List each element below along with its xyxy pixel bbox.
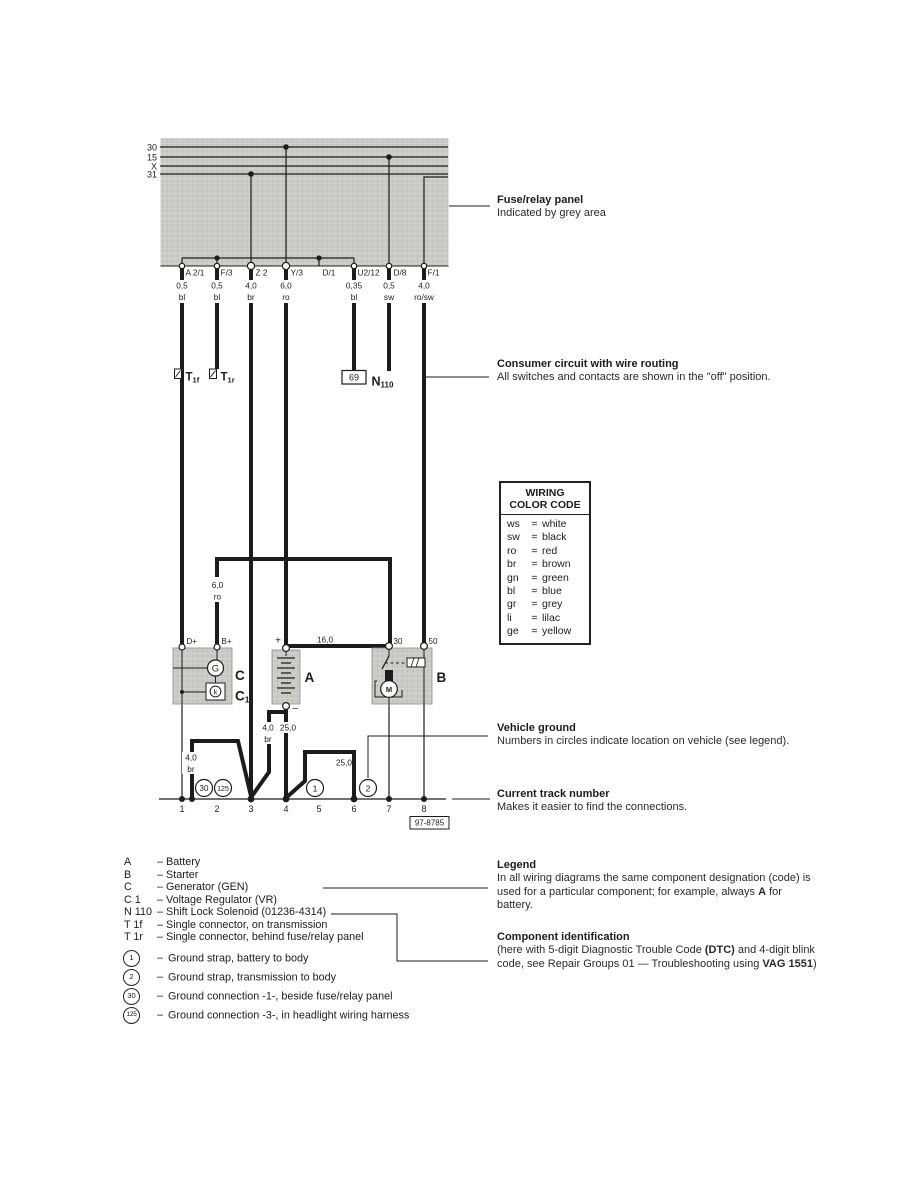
track-number-2: 2	[214, 804, 220, 814]
component-label-c: C	[235, 668, 245, 683]
color-name: brown	[542, 558, 571, 571]
t1r-label: T	[220, 371, 228, 384]
wire-color: bl	[350, 292, 358, 302]
ground-circle-125: 125	[217, 786, 229, 793]
color-name: blue	[542, 585, 562, 598]
svg-text:T1f	[186, 372, 200, 385]
legend-code: N 110	[124, 906, 153, 918]
callout-legend-note-title: Legend	[497, 859, 537, 871]
track-number-3: 3	[248, 804, 254, 814]
callout-track-number-body: Makes it easier to find the connections.	[497, 801, 688, 813]
callout-consumer-title: Consumer circuit with wire routing	[497, 358, 679, 370]
legend-note-text: In all wiring diagrams the same component designation (code) is used for a particular component; for example, always	[497, 872, 811, 898]
legend-row-c	[124, 881, 248, 893]
color-name: green	[542, 571, 569, 584]
legend-dash: –	[157, 1009, 164, 1022]
legend-code: T 1r	[124, 931, 143, 943]
color-abbr: li	[507, 611, 512, 624]
legend-row-ground-1	[123, 950, 308, 967]
regulator-symbol-label: k	[213, 687, 218, 697]
wire-gauge: 0,5	[383, 280, 395, 291]
ground-circle-symbol: 1	[123, 950, 140, 967]
ground-circle-2: 2	[365, 783, 371, 794]
connector-69-label: 69	[348, 372, 360, 383]
wire-color: sw	[383, 292, 395, 302]
connector-69	[342, 371, 366, 385]
strap1-color: br	[187, 764, 195, 774]
color-abbr: br	[507, 558, 517, 571]
legend-note-text: for battery.	[497, 885, 782, 911]
track-number-6: 6	[351, 804, 357, 814]
callout-consumer-circuit	[497, 358, 827, 385]
equals-sign: =	[531, 585, 538, 598]
legend-dash: –	[157, 918, 164, 931]
color-abbr: sw	[507, 531, 520, 544]
legend-desc: Battery	[166, 856, 201, 868]
t1f-sub: 1f	[192, 375, 200, 385]
legend-row-ground-2	[123, 969, 336, 986]
color-code-title-line1: WIRING	[525, 487, 565, 499]
terminal-label: Y/3	[290, 267, 303, 278]
legend-row-b	[124, 869, 198, 881]
callout-component-id-title: Component identification	[497, 931, 630, 943]
terminal-bplus-label: B+	[221, 637, 232, 646]
component-label-c1: C	[235, 688, 245, 704]
color-name: lilac	[542, 611, 561, 624]
legend-row-a	[124, 856, 200, 868]
terminal-50-label: 50	[428, 637, 438, 646]
equals-sign: =	[531, 558, 538, 571]
t1f-label: T	[185, 371, 193, 384]
legend-desc: Shift Lock Solenoid (01236-4314)	[166, 906, 327, 918]
color-name: grey	[542, 598, 563, 611]
bus-label-x: X	[150, 161, 157, 172]
color-code-row	[501, 598, 589, 611]
wire-color: bl	[178, 292, 186, 302]
track-number-5: 5	[316, 804, 322, 814]
component-id-text: )	[812, 957, 817, 970]
legend-code: C	[124, 881, 132, 893]
legend-row-ground-125	[123, 1007, 409, 1024]
color-code-row	[501, 612, 589, 625]
wire-color: ro	[282, 292, 290, 302]
color-abbr: bl	[507, 585, 516, 598]
callout-fuse-panel-title: Fuse/relay panel	[497, 194, 584, 206]
connector-t1f	[175, 369, 200, 385]
callout-component-id	[497, 931, 819, 971]
legend-desc: Generator (GEN)	[166, 881, 249, 893]
color-abbr: ge	[507, 625, 519, 638]
ground-circle-1: 1	[312, 783, 318, 794]
bus-label-31: 31	[146, 169, 157, 180]
wire-gauge: 0,5	[176, 280, 188, 291]
generator-symbol-label: G	[211, 663, 220, 675]
callout-lines	[323, 206, 490, 961]
wire-gauge: 0,35	[345, 280, 363, 291]
terminal-label: Z 2	[255, 267, 268, 278]
legend-dash: –	[157, 856, 164, 868]
legend-dash: –	[157, 881, 164, 893]
track-number-7: 7	[386, 804, 392, 814]
bus-label-15: 15	[146, 152, 157, 163]
track-number-1: 1	[179, 804, 185, 814]
diagram-number	[410, 817, 449, 830]
equals-sign: =	[531, 611, 538, 624]
ground-circle-symbol: 125	[123, 1007, 140, 1024]
track-number-4: 4	[283, 804, 289, 814]
terminal-label: F/3	[220, 267, 233, 278]
legend-dash: –	[157, 868, 164, 881]
legend-desc: Voltage Regulator (VR)	[166, 893, 278, 906]
component-label-a: A	[304, 670, 315, 685]
legend-row-n110	[124, 906, 326, 918]
solenoid-n110	[372, 375, 394, 390]
callout-track-number-title: Current track number	[497, 788, 610, 800]
wiring-color-code-box	[499, 481, 591, 645]
equals-sign: =	[531, 544, 538, 557]
feed-gauge: 6,0	[211, 580, 224, 590]
strap2-color: br	[264, 734, 272, 744]
wire-color: bl	[213, 292, 221, 302]
color-code-title-line2: COLOR CODE	[509, 499, 581, 511]
legend-row-t1f	[124, 919, 327, 931]
legend-row-t1r	[124, 931, 363, 943]
callout-legend-note-body	[497, 872, 819, 913]
track-numbers	[179, 804, 426, 814]
color-abbr: gr	[507, 598, 517, 611]
callout-fuse-panel	[497, 194, 827, 221]
ground-circle-symbol: 30	[123, 988, 140, 1005]
strap3-gauge: 25,0	[279, 722, 297, 733]
color-name: yellow	[542, 625, 572, 638]
terminal-label: A 2/1	[185, 267, 205, 278]
component-id-text: (here with 5-digit Diagnostic Trouble Code	[497, 944, 705, 956]
terminal-label: D/1	[322, 267, 336, 278]
equals-sign: =	[531, 518, 538, 530]
legend-row-c1	[124, 894, 277, 906]
component-label-b: B	[436, 670, 447, 685]
legend-row-ground-30	[123, 988, 392, 1005]
feed-color: ro	[213, 591, 222, 602]
legend-desc: Ground strap, transmission to body	[168, 971, 337, 984]
diagram-number-text: 97-8785	[414, 818, 445, 828]
n110-sub: 110	[380, 380, 394, 390]
equals-sign: =	[531, 625, 538, 638]
wire-gauge: 6,0	[280, 280, 292, 291]
equals-sign: =	[531, 598, 538, 611]
legend-dash: –	[157, 893, 164, 906]
callout-component-id-body	[497, 944, 819, 971]
legend-dash: –	[157, 906, 164, 918]
color-code-row	[501, 518, 589, 531]
color-code-row	[501, 585, 589, 598]
legend-note-bold: A	[758, 885, 767, 898]
legend-code: B	[124, 868, 132, 881]
color-code-row	[501, 558, 589, 571]
callout-vehicle-ground-body: Numbers in circles indicate location on vehicle (see legend).	[497, 735, 790, 747]
legend-desc: Ground connection -3-, in headlight wiring harness	[168, 1009, 410, 1022]
generator	[173, 637, 250, 705]
terminal-label: F/1	[427, 267, 440, 278]
feed-wire-label	[206, 577, 228, 602]
color-code-row	[501, 625, 589, 638]
color-name: red	[542, 544, 558, 557]
wire-color: ro/sw	[414, 292, 434, 302]
component-id-text: and 4-digit blink code, see Repair Groups 01 — Troubleshooting using	[497, 944, 815, 970]
battery-plus-label: +	[275, 635, 281, 647]
color-abbr: ro	[507, 544, 517, 557]
color-code-row	[501, 572, 589, 585]
legend-desc: Single connector, behind fuse/relay panel	[166, 931, 364, 943]
wire-gauge: 4,0	[418, 280, 430, 291]
legend-dash: –	[157, 931, 164, 943]
terminal-labels	[186, 268, 440, 278]
callout-consumer-body: All switches and contacts are shown in the "off" position.	[497, 371, 771, 383]
color-name: white	[542, 518, 567, 530]
legend-dash: –	[157, 990, 164, 1003]
terminal-30-label: 30	[393, 637, 403, 646]
color-name: black	[542, 531, 567, 544]
legend-code: A	[124, 856, 132, 868]
terminal-label: D/8	[393, 267, 407, 278]
callout-legend-note	[497, 859, 819, 913]
legend-dash: –	[157, 971, 164, 984]
legend-desc: Ground connection -1-, beside fuse/relay panel	[168, 990, 393, 1003]
legend-code: T 1f	[124, 918, 143, 931]
consumer-wires	[182, 266, 424, 799]
terminal-dplus-label: D+	[186, 637, 197, 646]
motor-symbol-label: M	[385, 685, 393, 694]
equals-sign: =	[531, 571, 538, 584]
color-code-title	[501, 483, 589, 515]
svg-text:C1	[235, 689, 250, 705]
legend-dash: –	[157, 952, 164, 965]
legend-desc: Single connector, on transmission	[166, 918, 328, 931]
legend-desc: Ground strap, battery to body	[168, 952, 309, 965]
color-abbr: gn	[507, 571, 519, 584]
wire-gauge: 4,0	[245, 280, 257, 291]
ground-circle-symbol: 2	[123, 969, 140, 986]
callout-track-number	[497, 788, 827, 815]
strap1-gauge: 4,0	[185, 752, 197, 763]
track-number-8: 8	[421, 804, 427, 814]
color-abbr: ws	[507, 518, 520, 530]
svg-text:N110	[372, 375, 394, 390]
callout-vehicle-ground	[497, 722, 827, 749]
color-code-row	[501, 531, 589, 544]
battery-minus-label: –	[292, 703, 299, 714]
legend-desc: Starter	[166, 868, 199, 881]
equals-sign: =	[531, 531, 538, 544]
bus-labels	[147, 143, 157, 180]
wire-gauge-labels	[169, 280, 438, 303]
svg-text:T1r	[221, 372, 235, 385]
component-label-c1-sub: 1	[244, 694, 250, 705]
n110-label: N	[371, 374, 381, 389]
callout-fuse-panel-body: Indicated by grey area	[497, 207, 606, 219]
component-id-bold: (DTC)	[704, 944, 735, 956]
bus-label-30: 30	[146, 142, 157, 153]
strap4-gauge: 25,0	[335, 757, 352, 768]
callout-vehicle-ground-title: Vehicle ground	[497, 722, 576, 734]
color-code-row	[501, 545, 589, 558]
strap2-gauge: 4,0	[262, 722, 274, 733]
ground-circle-30: 30	[199, 784, 209, 793]
legend-code: C 1	[124, 893, 141, 906]
wire-color: br	[247, 292, 255, 302]
t1r-sub: 1r	[227, 375, 235, 385]
terminal-label: U2/12	[357, 267, 380, 278]
component-id-bold: VAG 1551	[762, 957, 813, 970]
battery-cable-label: 16,0	[316, 634, 334, 645]
connector-t1r	[210, 369, 235, 385]
wire-gauge: 0,5	[211, 280, 223, 291]
